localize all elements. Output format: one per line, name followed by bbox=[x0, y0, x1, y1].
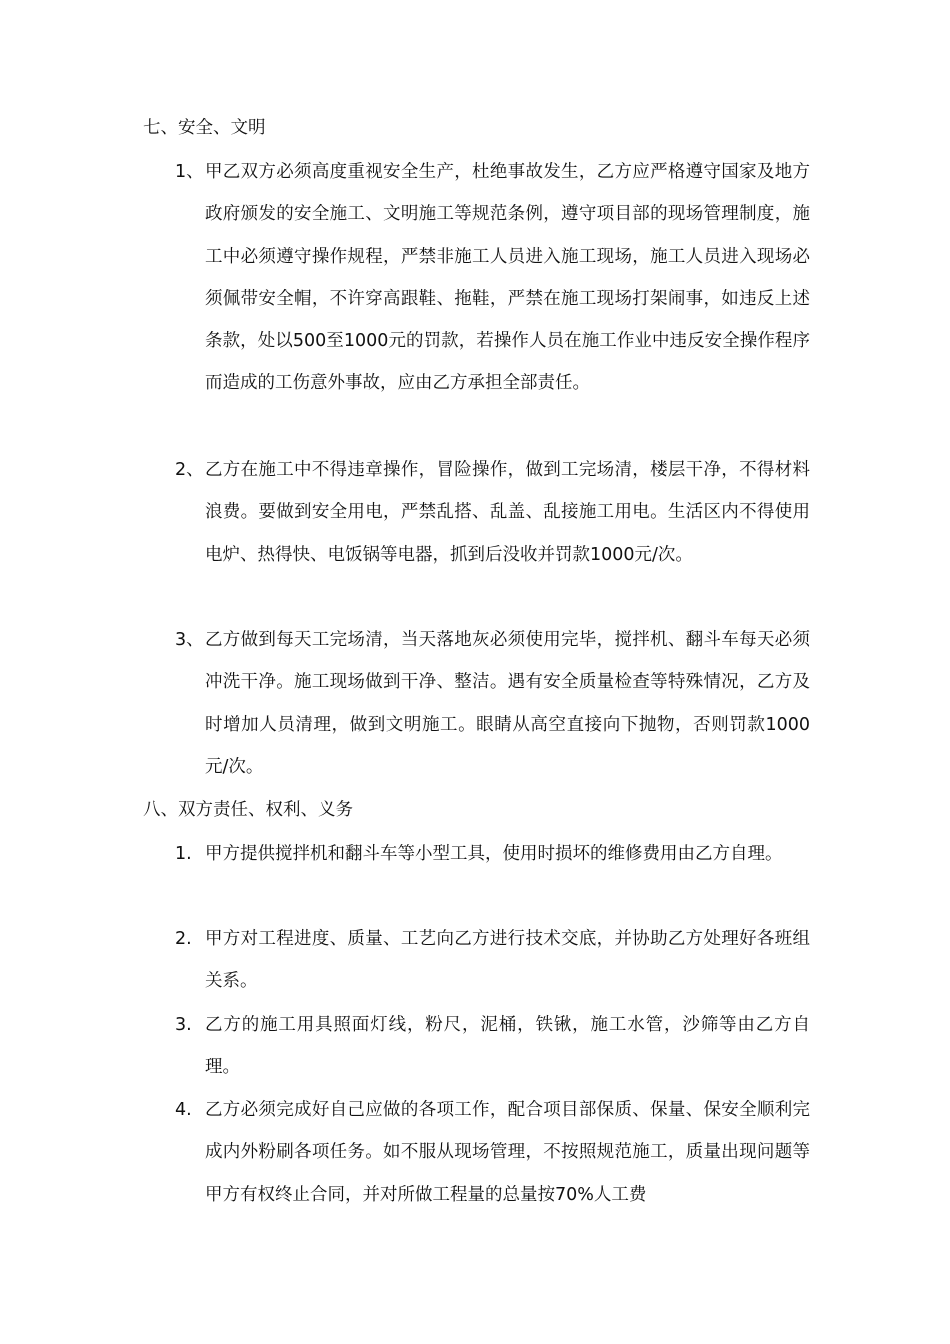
item-text: 甲方提供搅拌机和翻斗车等小型工具，使用时损坏的维修费用由乙方自理。 bbox=[205, 844, 783, 864]
item-text: 乙方必须完成好自己应做的各项工作，配合项目部保质、保量、保安全顺利完成内外粉刷各项任务。如不服从现场管理，不按照规范施工，质量出现问题等甲方有权终止合同，并对所做工程量的总量按70%人工费 bbox=[205, 1100, 810, 1205]
item-text: 乙方在施工中不得违章操作，冒险操作，做到工完场清，楼层干净，不得材料浪费。要做到安全用电，严禁乱搭、乱盖、乱接施工用电。生活区内不得使用电炉、热得快、电饭锅等电器，抓到后没收并罚款1000元/次。 bbox=[205, 460, 810, 565]
item-number: 2. bbox=[175, 929, 192, 949]
section-heading-safety: 七、安全、文明 bbox=[143, 118, 266, 138]
item-number: 1、 bbox=[175, 162, 204, 182]
item-number: 4. bbox=[175, 1100, 192, 1120]
item-number: 2、 bbox=[175, 460, 204, 480]
item-number: 3. bbox=[175, 1015, 192, 1035]
item-text: 乙方的施工用具照面灯线，粉尺，泥桶，铁锹，施工水管，沙筛等由乙方自理。 bbox=[205, 1015, 810, 1078]
item-text: 乙方做到每天工完场清，当天落地灰必须使用完毕，搅拌机、翻斗车每天必须冲洗干净。施工现场做到干净、整洁。遇有安全质量检查等特殊情况，乙方及时增加人员清理，做到文明施工。眼睛从高空直接向下抛物，否则罚款1000元/次。 bbox=[205, 630, 810, 777]
item-text: 甲方对工程进度、质量、工艺向乙方进行技术交底，并协助乙方处理好各班组关系。 bbox=[205, 929, 810, 992]
section-heading-responsibilities: 八、双方责任、权利、义务 bbox=[143, 800, 353, 820]
item-number: 3、 bbox=[175, 630, 204, 650]
item-number: 1. bbox=[175, 844, 192, 864]
item-text: 甲乙双方必须高度重视安全生产，杜绝事故发生，乙方应严格遵守国家及地方政府颁发的安全施工、文明施工等规范条例，遵守项目部的现场管理制度，施工中必须遵守操作规程，严禁非施工人员进入施工现场，施工人员进入现场必须佩带安全帽，不许穿高跟鞋、拖鞋，严禁在施工现场打架闹事，如违反上述条款，处以500至1000元的罚款，若操作人员在施工作业中违反安全操作程序而造成的工伤意外事故，应由乙方承担全部责任。 bbox=[205, 162, 810, 394]
